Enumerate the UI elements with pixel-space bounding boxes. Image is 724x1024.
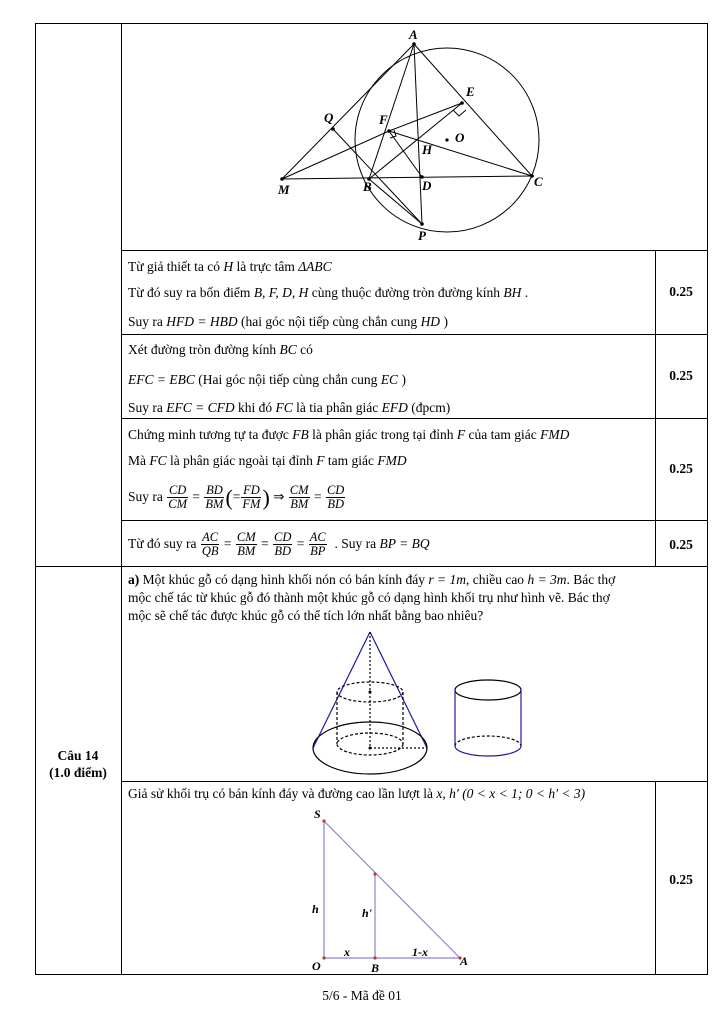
row1-line2: Từ đó suy ra bốn điểm B, F, D, H cùng thuộc đường tròn đường kính BH .: [128, 285, 529, 300]
row5-score: 0.25: [669, 872, 693, 887]
problem-a-line3: mộc sẽ chế tác được khúc gỗ có thể tích lớn nhất bằng bao nhiêu?: [128, 608, 484, 623]
row4-score: 0.25: [669, 537, 693, 552]
label-F: F: [379, 112, 388, 127]
label-H: H: [422, 142, 433, 157]
fraction: $\frac{FD}{FM}$: [242, 483, 261, 512]
label-P: P: [418, 228, 426, 243]
row3-proportion: Suy ra $\frac{CD}{CM}$ = $\frac{BD}{BM}$ (= $\frac{FD}{FM}$ ) ⇒ $\frac{CM}{BM}$ = $\frac{CD}{BD}$: [128, 483, 345, 512]
row1-line1: Từ giả thiết ta có H là trực tâm ΔABC: [128, 259, 332, 274]
label-M: M: [278, 182, 290, 197]
problem-a-line1: a) Một khúc gỗ có dạng hình khối nón có bán kính đáy r = 1m, chiều cao h = 3m. Bác thợ: [128, 572, 616, 587]
label-h: h: [312, 902, 319, 916]
label-x: x: [344, 945, 350, 959]
cross-section-triangle-figure: [300, 805, 480, 975]
fraction: $\frac{CM}{BM}$: [236, 530, 256, 559]
row2-line1: Xét đường tròn đường kính BC có: [128, 342, 313, 357]
row1-score: 0.25: [669, 284, 693, 299]
row-divider: [121, 418, 708, 419]
row-divider: [121, 781, 708, 782]
row3-score: 0.25: [669, 461, 693, 476]
label-B: B: [371, 961, 380, 975]
fraction: $\frac{CD}{BD}$: [326, 483, 345, 512]
table-border-left: [35, 23, 36, 975]
page-footer: 5/6 - Mã đề 01: [322, 988, 402, 1003]
label-h-prime: h': [362, 906, 373, 920]
row3-line2: Mà FC là phân giác ngoài tại đỉnh F tam giác FMD: [128, 453, 407, 468]
row-divider: [121, 520, 708, 521]
fraction: $\frac{AC}{QB}$: [201, 530, 219, 559]
row-divider: [121, 250, 708, 251]
label-S: S: [314, 807, 321, 821]
label-Q: Q: [324, 110, 334, 125]
row-divider: [121, 334, 708, 335]
geometry-figure-circle-triangle: [122, 24, 655, 250]
label-O: O: [312, 959, 321, 973]
label-D: D: [422, 178, 432, 193]
fraction: $\frac{BD}{BM}$: [205, 483, 224, 512]
fraction: $\frac{CD}{CM}$: [168, 483, 187, 512]
row2-line3: Suy ra EFC = CFD khi đó FC là tia phân giác EFD (đpcm): [128, 400, 451, 415]
problem-a-line2: mộc chế tác từ khúc gỗ đó thành một khúc gỗ có dạng hình khối trụ như hình vẽ. Bác thợ: [128, 590, 610, 605]
label-C: C: [534, 174, 543, 189]
row4-line: Từ đó suy ra $\frac{AC}{QB}$ = $\frac{CM}{BM}$ = $\frac{CD}{BD}$ = $\frac{AC}{BP}$ . Suy ra BP = BQ: [128, 530, 430, 559]
label-B: B: [363, 179, 372, 194]
fraction: $\frac{AC}{BP}$: [309, 530, 326, 559]
row1-line3: Suy ra HFD = HBD (hai góc nội tiếp cùng chắn cung HD ): [128, 314, 448, 329]
row2-score: 0.25: [669, 368, 693, 383]
label-A: A: [460, 954, 469, 968]
fraction: $\frac{CD}{BD}$: [273, 530, 292, 559]
table-border-right: [707, 23, 708, 975]
label-O: O: [455, 130, 465, 145]
cone-cylinder-figure: [300, 626, 550, 781]
row-divider: [35, 566, 708, 567]
row5-line: Giả sử khối trụ có bán kính đáy và đường cao lần lượt là x, h' (0 < x < 1; 0 < h' < 3): [128, 786, 586, 801]
label-1-minus-x: 1-x: [412, 945, 428, 959]
label-A: A: [409, 27, 418, 42]
question-number: Câu 14 (1.0 điểm): [49, 748, 107, 780]
fraction: $\frac{CM}{BM}$: [289, 483, 309, 512]
row2-line2: EFC = EBC (Hai góc nội tiếp cùng chắn cung EC ): [128, 372, 406, 387]
row3-line1: Chứng minh tương tự ta được FB là phân giác trong tại đỉnh F của tam giác FMD: [128, 427, 570, 442]
label-E: E: [466, 84, 475, 99]
